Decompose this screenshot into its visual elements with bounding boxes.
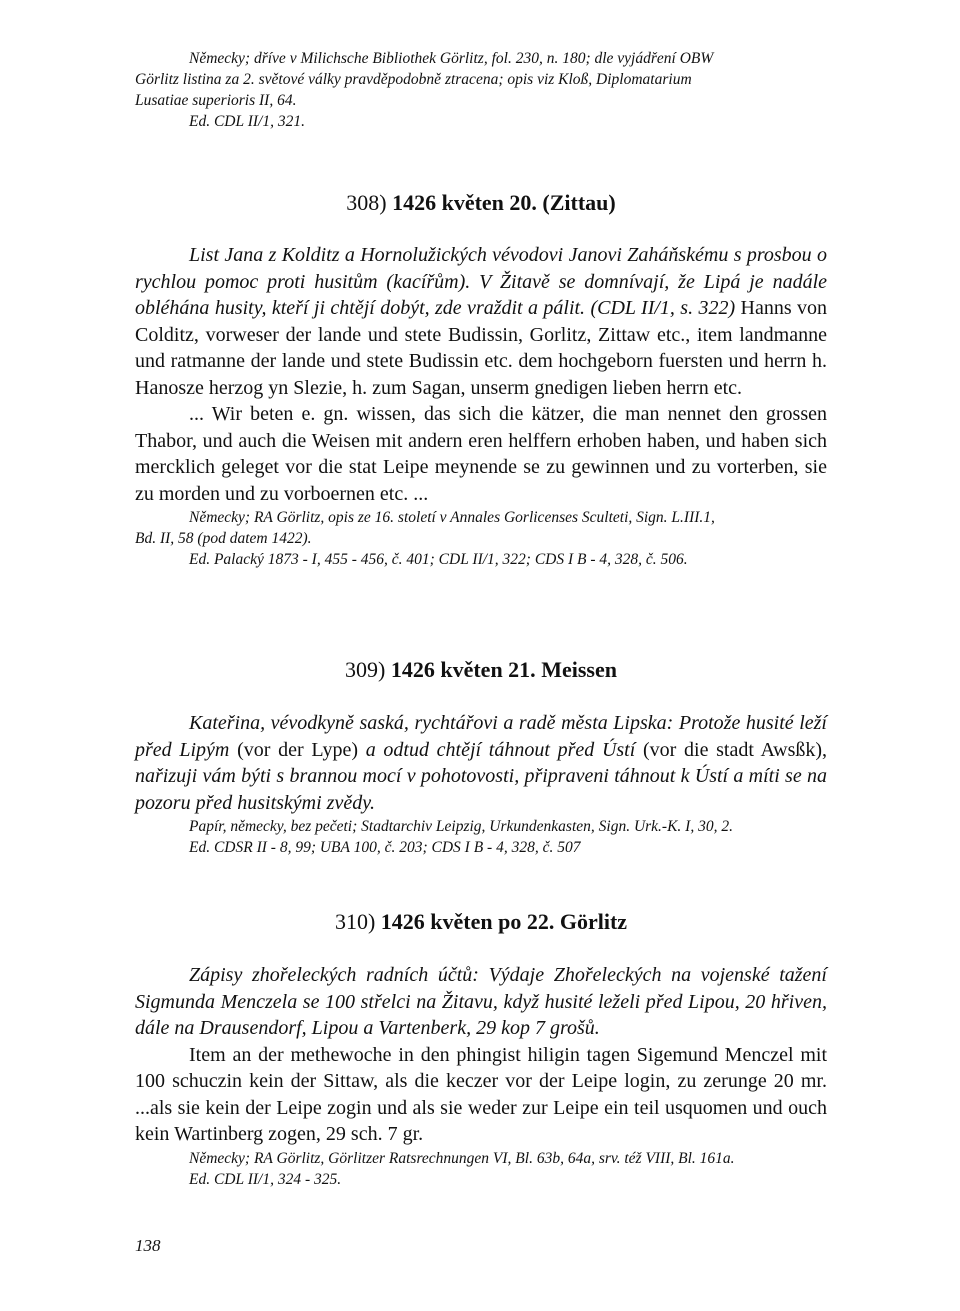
- note-line: Německy; dříve v Milichsche Bibliothek Görlitz, fol. 230, n. 180; dle vyjádření OBW: [189, 50, 714, 67]
- note-line: Papír, německy, bez pečeti; Stadtarchiv Leipzig, Urkundenkasten, Sign. Urk.-K. I, 30, 2.: [189, 818, 733, 835]
- note-line: Německy; RA Görlitz, opis ze 16. století v Annales Gorlicenses Sculteti, Sign. L.III.1,: [189, 509, 715, 526]
- regest: Kateřina, vévodkyně saská, rychtářovi a radě města Lipska: Protože husité leží před Lipým: [135, 712, 827, 761]
- entry-place: Meissen: [541, 657, 617, 682]
- entry-number: 308): [346, 190, 387, 215]
- entry-place: Görlitz: [559, 909, 628, 934]
- entry-date: 1426 květen po 22.: [380, 909, 555, 934]
- entry-308: [135, 242, 827, 570]
- edition-line: Ed. Palacký 1873 - I, 455 - 456, č. 401; CDL II/1, 322; CDS I B - 4, 328, č. 506.: [189, 551, 688, 568]
- entry-309: [135, 710, 827, 858]
- entry-date: 1426 květen 21.: [390, 657, 536, 682]
- regest: Zápisy zhořeleckých radních účtů: Výdaje Zhořeleckých na vojenské tažení Sigmunda Menczela se 100 střelci na Žitavu, když husité leželi před Lipou, 20 hřiven, dále na Drausendorf, Lipou a Vartenberk, 29 kop 7 grošů.: [135, 964, 827, 1039]
- edition-line: Ed. CDL II/1, 324 - 325.: [189, 1170, 342, 1188]
- source-text: Item an der methewoche in den phingist hiligin tagen Sigemund Menczel mit 100 schuczin kein der Sittaw, als die keczer vor der Leipe login, zu zerunge 20 mr. ...als sie kein der Leipe zogin und als sie weder zur Leipe ein teil usquomen und ouch kein Wartinberg zogen, 29 sch. 7 gr.: [135, 1043, 827, 1145]
- page-number: 138: [135, 1236, 161, 1255]
- source-quote: (vor die stadt Awsßk),: [643, 738, 828, 761]
- entry-place: (Zittau): [542, 190, 616, 215]
- edition-line: Ed. CDSR II - 8, 99; UBA 100, č. 203; CDS I B - 4, 328, č. 507: [189, 839, 581, 856]
- edition-line: Ed. CDL II/1, 321.: [189, 113, 305, 130]
- note-line: Lusatiae superioris II, 64.: [135, 92, 297, 109]
- source-text: Hanns von Colditz, vorweser der lande und stete Budissin, Gorlitz, Zittaw etc., item landmanne und ratmanne der lande und stete Budissin etc. dem hochgeborn fuersten und herrn h. Hanosze herzog yn Slezie, h. zum Sagan, unserm gnedigen lieben herrn etc.: [135, 297, 828, 399]
- regest: nařizuji vám býti s brannou mocí v pohotovosti, připraveni táhnout k Ústí a míti se na pozoru před husitskými zvědy.: [135, 765, 827, 814]
- regest: a odtud chtějí táhnout před Ústí: [365, 738, 636, 761]
- source-text: ... Wir beten e. gn. wissen, das sich die kätzer, die man nennet den grossen Thabor, und auch die Weisen mit andern eren helffern erhoben haben, und haben sich mercklich geleget vor die stat Leipe meynende se zu gewinnen und zu vorterben, sie zu morden und zu vorboernen etc. ...: [135, 403, 827, 505]
- reference: (CDL II/1, s. 322): [590, 297, 736, 319]
- entry-309-heading: [135, 657, 827, 683]
- entry-308-heading: [135, 190, 827, 216]
- note-line: Bd. II, 58 (pod datem 1422).: [135, 530, 312, 547]
- entry-310: [135, 962, 827, 1190]
- note-line: Německy; RA Görlitz, Görlitzer Ratsrechnungen VI, Bl. 63b, 64a, srv. též VIII, Bl. 161a.: [189, 1149, 735, 1167]
- source-quote: (vor der Lype): [237, 738, 358, 761]
- entry-number: 310): [334, 909, 376, 934]
- entry-number: 309): [345, 657, 386, 682]
- top-note: [135, 48, 827, 132]
- regest: List Jana z Kolditz a Hornolužických vévodovi Janovi Zaháňskému s prosbou o rychlou pomoc proti husitům (kacířům). V Žitavě se domnívají, že Lipá je nadále obléhána husity, kteří ji chtějí dobýt, zde vraždit a pálit.: [135, 244, 827, 319]
- note-line: Görlitz listina za 2. světové války pravděpodobně ztracena; opis viz Kloß, Diplomatarium: [135, 71, 692, 88]
- entry-310-heading: [135, 909, 827, 935]
- entry-date: 1426 květen 20.: [392, 190, 537, 215]
